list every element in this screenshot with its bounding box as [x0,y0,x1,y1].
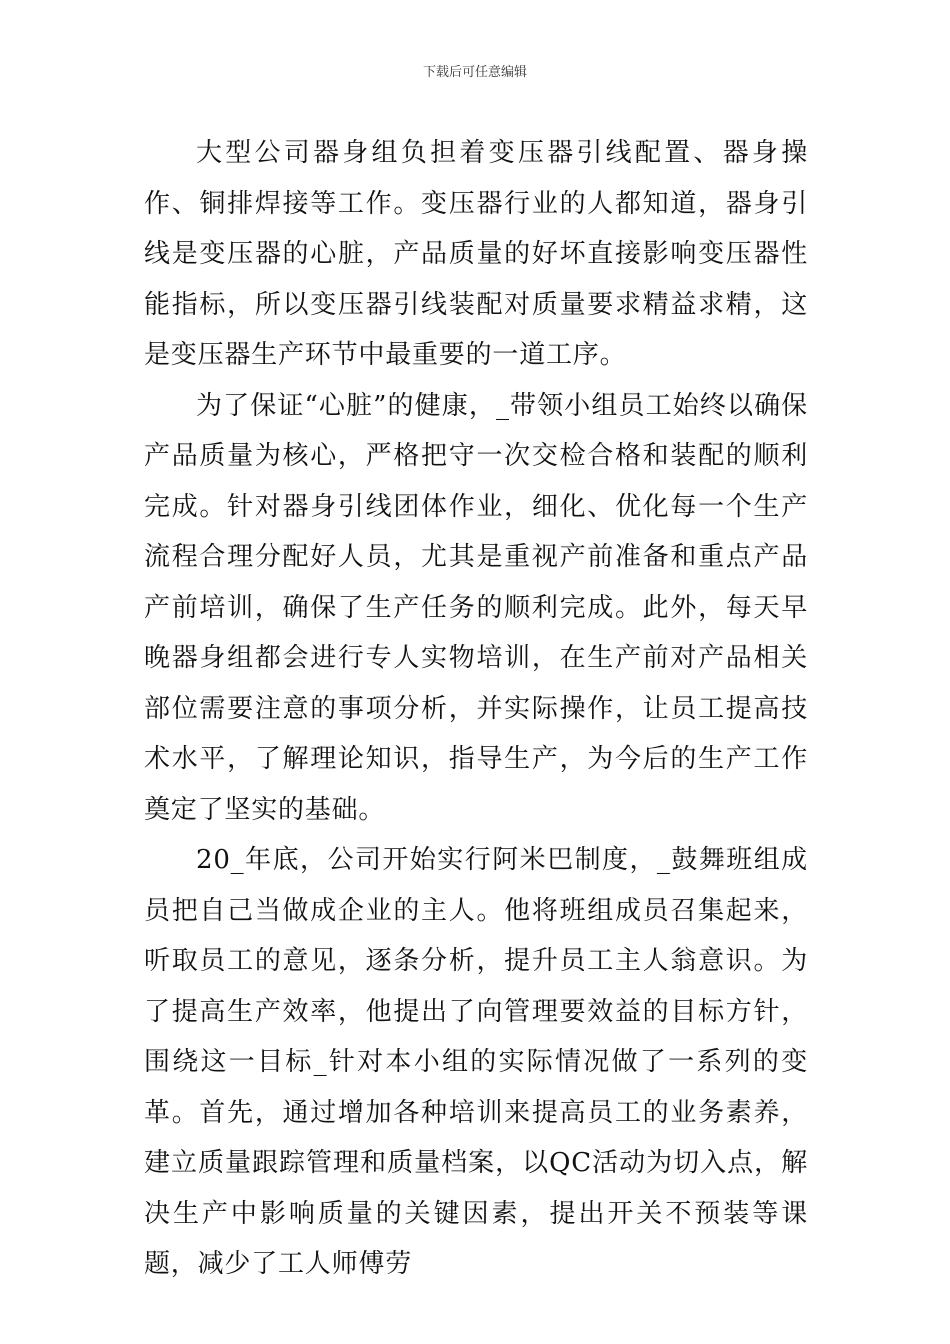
paragraph-1: 大型公司器身组负担着变压器引线配置、器身操作、铜排焊接等工作。变压器行业的人都知道，器身引线是变压器的心脏，产品质量的好坏直接影响变压器性能指标，所以变压器引线装配对质量要求精益求精，这是变压器生产环节中最重要的一道工序。 [144,138,808,370]
paragraph-2: 为了保证“心脏”的健康，_带领小组员工始终以确保产品质量为核心，严格把守一次交检合格和装配的顺利完成。针对器身引线团体作业，细化、优化每一个生产流程合理分配好人员，尤其是重视产前准备和重点产品产前培训，确保了生产任务的顺利完成。此外，每天早晚器身组都会进行专人实物培训，在生产前对产品相关部位需要注意的事项分析，并实际操作，让员工提高技术水平，了解理论知识，指导生产，为今后的生产工作奠定了坚实的基础。 [144,390,808,825]
page-header-note: 下载后可任意编辑 [422,65,527,80]
document-body [144,128,808,1290]
paragraph-3: 20_年底，公司开始实行阿米巴制度，_鼓舞班组成员把自己当做成企业的主人。他将班组成员召集起来，听取员工的意见，逐条分析，提升员工主人翁意识。为了提高生产效率，他提出了向管理要效益的目标方针，围绕这一目标_针对本小组的实际情况做了一系列的变革。首先，通过增加各种培训来提高员工的业务素养，建立质量跟踪管理和质量档案，以QC活动为切入点，解决生产中影响质量的关键因素，提出开关不预装等课题，减少了工人师傅劳 [144,845,808,1279]
